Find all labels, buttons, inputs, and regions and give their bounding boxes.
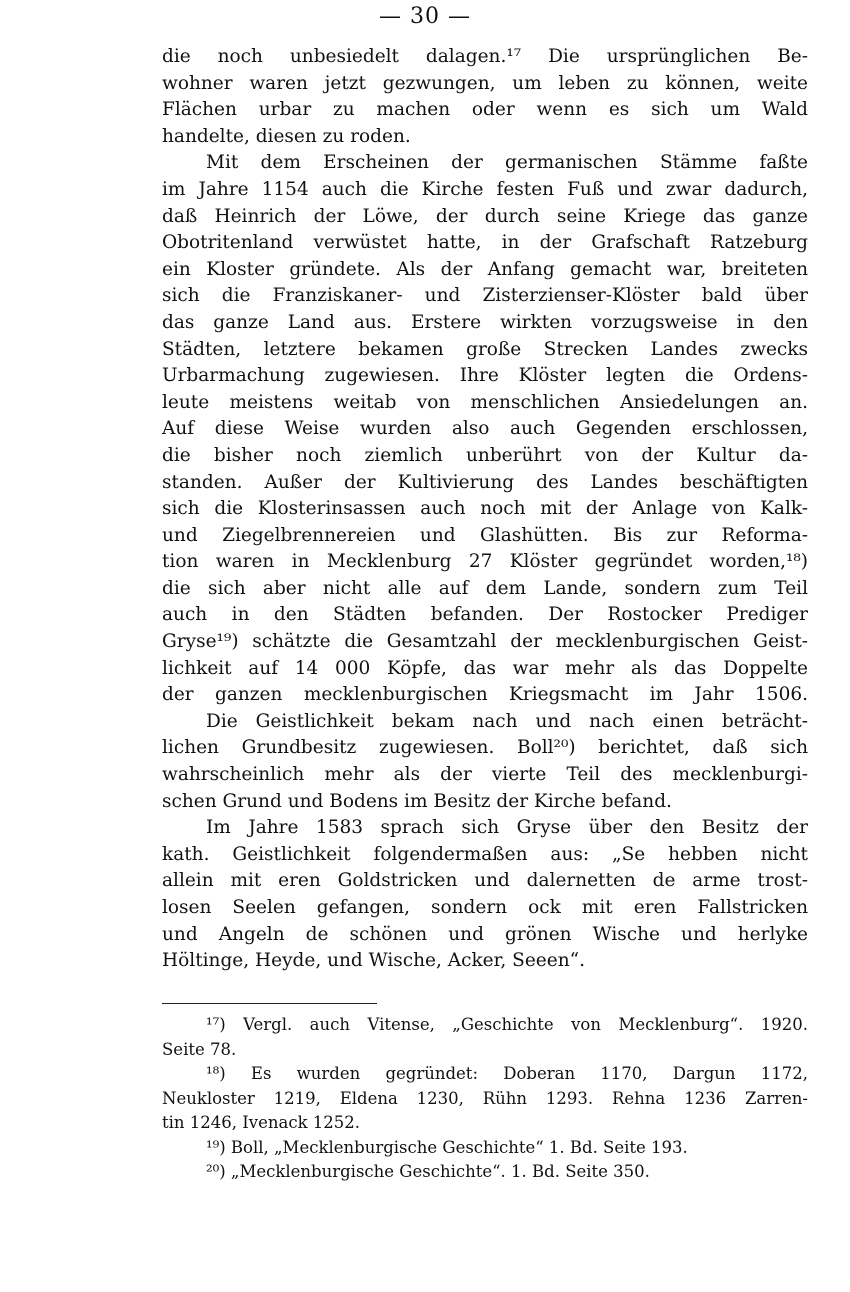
body-line: wohner waren jetzt gezwungen, um leben zu können, weite xyxy=(162,72,808,94)
body-line: und Ziegelbrennereien und Glashütten. Bis zur Reforma- xyxy=(162,524,808,546)
body-line: auch in den Städten befanden. Der Rostocker Prediger xyxy=(162,604,808,626)
footnote-line: ¹⁷) Vergl. auch Vitense, „Geschichte von Mecklenburg“. 1920. xyxy=(206,1015,808,1034)
body-line: der ganzen mecklenburgischen Kriegsmacht im Jahr 1506. xyxy=(162,684,808,706)
body-line: Städten, letztere bekamen große Strecken Landes zwecks xyxy=(162,338,808,360)
body-line: schen Grund und Bodens im Besitz der Kirche befand. xyxy=(162,790,672,812)
body-line: sich die Franziskaner- und Zisterzienser-Klöster bald über xyxy=(162,285,808,307)
body-line: standen. Außer der Kultivierung des Landes beschäftigten xyxy=(162,471,808,493)
body-line: losen Seelen gefangen, sondern ock mit eren Fallstricken xyxy=(162,897,808,918)
body-line: ein Kloster gründete. Als der Anfang gemacht war, breiteten xyxy=(162,258,808,280)
body-line: die bisher noch ziemlich unberührt von der Kultur da- xyxy=(162,444,808,466)
body-line: Obotritenland verwüstet hatte, in der Grafschaft Ratzeburg xyxy=(162,232,808,254)
body-line: leute meistens weitab von menschlichen Ansiedelungen an. xyxy=(162,391,808,413)
body-line: Gryse¹⁹) schätzte die Gesamtzahl der mecklenburgischen Geist- xyxy=(162,631,808,653)
body-line: daß Heinrich der Löwe, der durch seine Kriege das ganze xyxy=(162,205,808,227)
body-line: Die Geistlichkeit bekam nach und nach einen beträcht- xyxy=(206,710,808,732)
body-line: kath. Geistlichkeit folgendermaßen aus: „Se hebben nicht xyxy=(162,843,808,865)
body-line: tion waren in Mecklenburg 27 Klöster gegründet worden,¹⁸) xyxy=(162,551,808,573)
footnote-divider xyxy=(162,1003,377,1004)
body-line: die sich aber nicht alle auf dem Lande, sondern zum Teil xyxy=(162,577,808,599)
body-line: Auf diese Weise wurden also auch Gegenden erschlossen, xyxy=(162,418,808,440)
footnote-line: ¹⁹) Boll, „Mecklenburgische Geschichte“ 1. Bd. Seite 193. xyxy=(206,1137,688,1157)
body-line: Im Jahre 1583 sprach sich Gryse über den Besitz der xyxy=(206,817,808,839)
footnote-line: ¹⁸) Es wurden gegründet: Doberan 1170, Dargun 1172, xyxy=(206,1064,808,1083)
body-text xyxy=(162,44,808,975)
body-line: sich die Klosterinsassen auch noch mit der Anlage von Kalk- xyxy=(162,498,808,520)
footnote-line: tin 1246, Ivenack 1252. xyxy=(162,1113,361,1132)
body-line: handelte, diesen zu roden. xyxy=(162,125,411,147)
body-line: wahrscheinlich mehr als der vierte Teil des mecklenburgi- xyxy=(162,764,808,786)
footnote-line: Seite 78. xyxy=(162,1039,237,1059)
body-line: die noch unbesiedelt dalagen.¹⁷ Die ursprünglichen Be- xyxy=(162,46,808,67)
body-line: allein mit eren Goldstricken und dalernetten de arme trost- xyxy=(162,870,808,892)
body-line: Mit dem Erscheinen der germanischen Stämme faßte xyxy=(206,152,808,174)
body-line: im Jahre 1154 auch die Kirche festen Fuß und zwar dadurch, xyxy=(162,178,808,200)
footnote-line: Neukloster 1219, Eldena 1230, Rühn 1293. Rehna 1236 Zarren- xyxy=(162,1088,808,1108)
body-line: lichen Grundbesitz zugewiesen. Boll²⁰) berichtet, daß sich xyxy=(162,737,808,759)
body-line: und Angeln de schönen und grönen Wische und herlyke xyxy=(162,923,808,945)
body-line: Urbarmachung zugewiesen. Ihre Klöster legten die Ordens- xyxy=(162,365,808,387)
footnote-line: ²⁰) „Mecklenburgische Geschichte“. 1. Bd. Seite 350. xyxy=(206,1162,650,1181)
body-line: Flächen urbar zu machen oder wenn es sich um Wald xyxy=(162,99,808,121)
body-line: das ganze Land aus. Erstere wirkten vorzugsweise in den xyxy=(162,311,808,333)
body-line: Höltinge, Heyde, und Wische, Acker, Seeen“. xyxy=(162,950,585,972)
body-line: lichkeit auf 14 000 Köpfe, das war mehr als das Doppelte xyxy=(162,657,808,679)
footnotes xyxy=(162,1013,808,1185)
page-number: — 30 — xyxy=(379,4,471,29)
